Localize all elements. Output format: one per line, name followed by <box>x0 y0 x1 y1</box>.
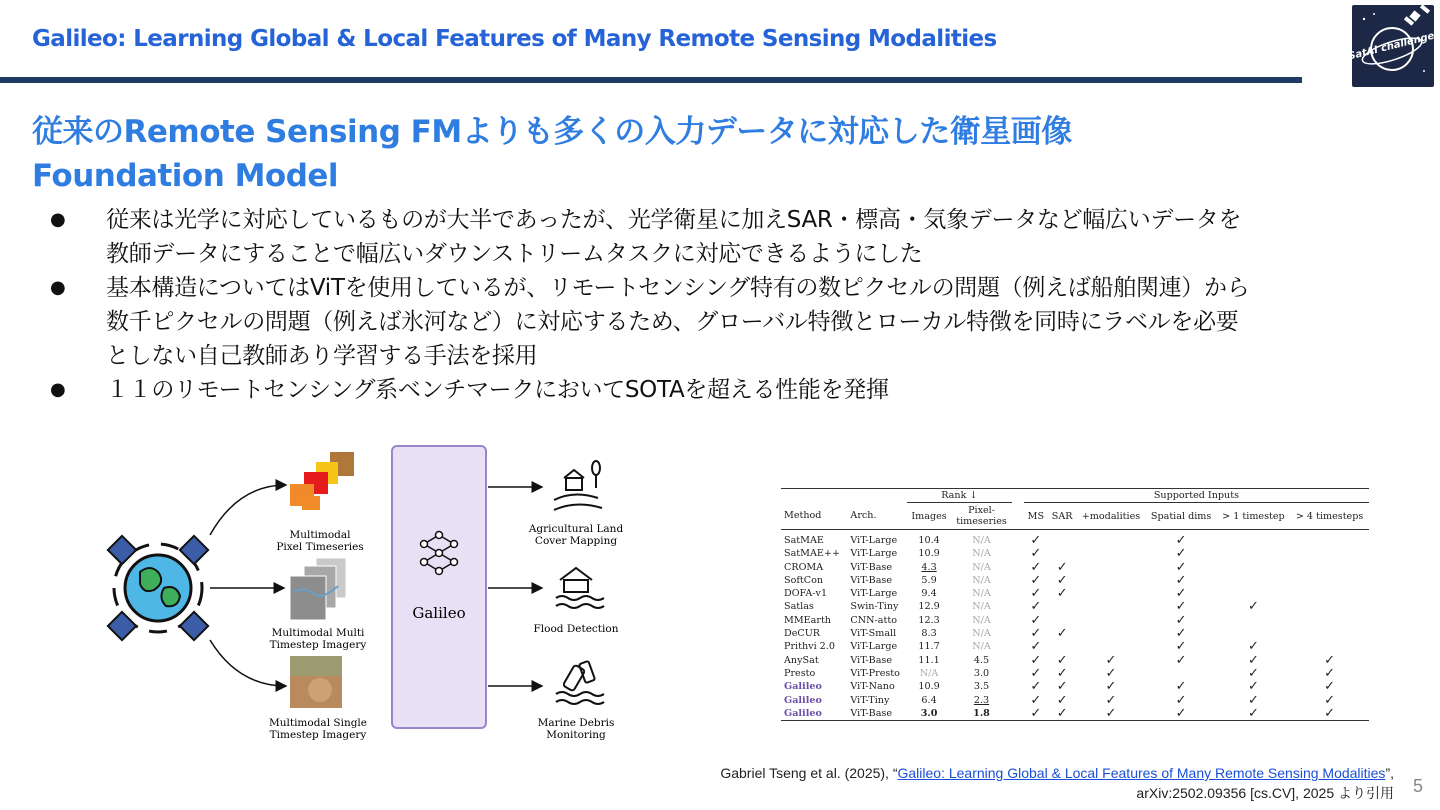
output-label: Monitoring <box>546 729 606 741</box>
cell-check-sar: ✓ <box>1056 652 1068 668</box>
cell-check-t1: ✓ <box>1247 665 1259 681</box>
table-row <box>781 693 1369 706</box>
cell-spacer <box>1012 693 1024 706</box>
agriculture-icon <box>554 461 602 510</box>
cell-method: DeCUR <box>784 628 821 640</box>
output-label: Marine Debris <box>537 717 615 729</box>
satellite-globe-icon <box>108 536 208 640</box>
cell-method: SatMAE++ <box>784 548 840 560</box>
cell-check-t4 <box>1290 640 1369 653</box>
cell-check-spatial: ✓ <box>1175 639 1187 655</box>
cell-check-spatial: ✓ <box>1175 559 1187 575</box>
paper-link[interactable]: Galileo: Learning Global & Local Features of Many Remote Sensing Modalities <box>897 765 1386 781</box>
cell-check-spatial: ✓ <box>1175 692 1187 708</box>
cell-check-mods: ✓ <box>1105 692 1117 708</box>
cell-spacer <box>1012 707 1024 721</box>
output-label: Flood Detection <box>533 623 619 635</box>
cell-method: Galileo <box>784 694 822 706</box>
cell-check-t1 <box>1217 627 1290 640</box>
cell-pixel: N/A <box>972 601 991 613</box>
cell-arch: ViT-Base <box>850 574 893 586</box>
cell-check-t4 <box>1290 574 1369 587</box>
input-label: Pixel Timeseries <box>276 541 364 553</box>
cell-check-mods <box>1076 600 1145 613</box>
cell-check-mods: ✓ <box>1105 652 1117 668</box>
cell-spacer <box>1012 640 1024 653</box>
cell-pixel: N/A <box>972 588 991 600</box>
col-sar: SAR <box>1051 510 1073 522</box>
input-label: Multimodal Multi <box>271 627 365 639</box>
cell-arch: ViT-Tiny <box>850 694 890 706</box>
cell-check-spatial <box>1146 667 1217 680</box>
cell-check-sar <box>1048 640 1077 653</box>
cell-arch: ViT-Base <box>850 561 893 573</box>
cell-images: 10.4 <box>918 534 940 546</box>
cell-check-ms: ✓ <box>1030 599 1042 615</box>
citation-suffix: ”, <box>1385 765 1394 781</box>
cell-images: 11.1 <box>918 654 940 666</box>
cell-check-t1: ✓ <box>1247 639 1259 655</box>
table-row <box>781 667 1369 680</box>
table-row <box>781 547 1369 560</box>
cell-check-spatial: ✓ <box>1175 532 1187 548</box>
cell-arch: CNN-atto <box>850 614 897 626</box>
cell-check-spatial: ✓ <box>1175 572 1187 588</box>
cell-arch: Swin-Tiny <box>850 601 899 613</box>
cell-arch: ViT-Large <box>850 534 898 546</box>
cell-check-spatial: ✓ <box>1175 705 1187 721</box>
cell-spacer <box>1012 560 1024 573</box>
cell-check-t1 <box>1217 560 1290 573</box>
bullet-icon: ● <box>50 379 66 400</box>
cell-check-spatial: ✓ <box>1175 612 1187 628</box>
cell-check-t4 <box>1290 529 1369 547</box>
cell-check-t1 <box>1217 529 1290 547</box>
cell-spacer <box>1012 529 1024 547</box>
cell-check-ms: ✓ <box>1030 705 1042 721</box>
bullet-list <box>50 203 1410 407</box>
cell-check-mods: ✓ <box>1105 705 1117 721</box>
cell-images: 10.9 <box>918 681 940 693</box>
cell-check-t4: ✓ <box>1324 652 1336 668</box>
cell-check-sar: ✓ <box>1056 559 1068 575</box>
cell-check-ms: ✓ <box>1030 626 1042 642</box>
citation <box>720 763 1394 803</box>
cell-pixel: N/A <box>972 574 991 586</box>
bullet-line: 従来は光学に対応しているものが大半であったが、光学衛星に加えSAR・標高・気象データなど幅広いデータを <box>106 207 1242 233</box>
col-t1: > 1 timestep <box>1222 510 1285 522</box>
cell-images: 5.9 <box>921 574 937 586</box>
cell-method: SoftCon <box>784 574 824 586</box>
col-t4: > 4 timesteps <box>1295 510 1364 522</box>
cell-check-sar: ✓ <box>1056 705 1068 721</box>
cell-method: SatMAE <box>784 534 824 546</box>
cell-images: 10.9 <box>918 548 940 560</box>
output-label: Cover Mapping <box>534 535 618 547</box>
cell-arch: ViT-Large <box>850 641 898 653</box>
cell-check-t1 <box>1217 614 1290 627</box>
cell-pixel: 1.8 <box>973 707 990 719</box>
cell-arch: ViT-Nano <box>850 681 895 693</box>
cell-check-t1: ✓ <box>1247 679 1259 695</box>
cell-check-t4 <box>1290 547 1369 560</box>
heading-line-1: 従来のRemote Sensing FMよりも多くの入力データに対応した衛星画像 <box>32 114 1072 150</box>
cell-check-t4 <box>1290 587 1369 600</box>
cell-spacer <box>1012 547 1024 560</box>
cell-arch: ViT-Large <box>850 548 898 560</box>
table-row <box>781 627 1369 640</box>
cell-check-t1: ✓ <box>1247 652 1259 668</box>
cell-check-mods <box>1076 560 1145 573</box>
bullet-line: 基本構造についてはViTを使用しているが、リモートセンシング特有の数ピクセルの問題（例えば船舶関連）から <box>106 275 1250 301</box>
cell-arch: ViT-Small <box>850 628 897 640</box>
cell-pixel: 3.5 <box>973 681 990 693</box>
cell-check-sar <box>1048 529 1077 547</box>
col-spatial: Spatial dims <box>1150 510 1212 522</box>
flood-icon <box>556 568 604 608</box>
table-row <box>781 587 1369 600</box>
cell-images: 11.7 <box>918 641 940 653</box>
cell-pixel: N/A <box>972 534 991 546</box>
cell-method: CROMA <box>784 561 824 573</box>
cell-method: AnySat <box>784 654 819 666</box>
galileo-label: Galileo <box>412 604 466 622</box>
cell-check-spatial: ✓ <box>1175 599 1187 615</box>
single-timestep-imagery-icon <box>290 656 342 708</box>
cell-images: 8.3 <box>921 628 937 640</box>
col-modalities: +modalities <box>1081 510 1141 522</box>
cell-spacer <box>1012 653 1024 666</box>
cell-check-ms: ✓ <box>1030 532 1042 548</box>
cell-method: MMEarth <box>784 614 831 626</box>
bullet-icon: ● <box>50 209 66 230</box>
cell-method: Galileo <box>784 707 822 719</box>
bullet-item <box>50 271 1410 373</box>
logo-text-1: SatAI challenge <box>1352 30 1434 63</box>
citation-line-2: arXiv:2502.09356 [cs.CV], 2025 より引用 <box>1136 785 1394 801</box>
cell-check-ms: ✓ <box>1030 679 1042 695</box>
table-row <box>781 653 1369 666</box>
cell-check-t1: ✓ <box>1247 705 1259 721</box>
galileo-diagram <box>98 440 658 760</box>
cell-pixel: N/A <box>972 561 991 573</box>
cell-check-sar: ✓ <box>1056 665 1068 681</box>
cell-check-mods <box>1076 547 1145 560</box>
cell-check-mods <box>1076 587 1145 600</box>
cell-images: 9.4 <box>921 588 937 600</box>
cell-arch: ViT-Base <box>850 654 893 666</box>
cell-check-sar <box>1048 547 1077 560</box>
cell-check-t4 <box>1290 560 1369 573</box>
cell-arch: ViT-Base <box>850 707 893 719</box>
supported-inputs-header: Supported Inputs <box>1024 489 1369 503</box>
pixel-timeseries-icon <box>290 452 354 510</box>
input-label: Multimodal <box>289 529 351 541</box>
cell-images: 4.3 <box>921 561 937 573</box>
col-arch: Arch. <box>850 510 877 522</box>
cell-check-t1 <box>1217 547 1290 560</box>
cell-pixel: N/A <box>972 614 991 626</box>
bullet-item <box>50 373 1410 407</box>
comparison-table <box>781 488 1369 721</box>
cell-check-ms: ✓ <box>1030 665 1042 681</box>
table-row <box>781 600 1369 613</box>
satai-logo <box>1352 5 1434 87</box>
cell-check-mods: ✓ <box>1105 665 1117 681</box>
cell-spacer <box>1012 614 1024 627</box>
cell-pixel: 3.0 <box>973 667 990 679</box>
cell-check-spatial: ✓ <box>1175 679 1187 695</box>
table-body <box>781 529 1369 720</box>
cell-check-mods: ✓ <box>1105 679 1117 695</box>
cell-check-sar <box>1048 600 1077 613</box>
cell-check-t4: ✓ <box>1324 665 1336 681</box>
table-row <box>781 560 1369 573</box>
cell-check-t4 <box>1290 627 1369 640</box>
cell-images: 3.0 <box>920 707 938 719</box>
cell-arch: ViT-Presto <box>850 667 900 679</box>
col-pixel-line1: Pixel- <box>968 505 995 517</box>
cell-check-ms: ✓ <box>1030 586 1042 602</box>
table-row <box>781 707 1369 721</box>
slide-heading <box>32 110 1072 198</box>
cell-images: 12.9 <box>918 601 940 613</box>
cell-check-ms: ✓ <box>1030 559 1042 575</box>
cell-method: DOFA-v1 <box>784 588 828 600</box>
bullet-item <box>50 203 1410 271</box>
cell-images: 6.4 <box>921 694 937 706</box>
cell-spacer <box>1012 600 1024 613</box>
citation-line-1 <box>720 763 1394 783</box>
table-row <box>781 614 1369 627</box>
cell-check-spatial: ✓ <box>1175 586 1187 602</box>
cell-method: Satlas <box>784 601 814 613</box>
col-method: Method <box>784 510 822 522</box>
cell-check-mods <box>1076 640 1145 653</box>
cell-check-ms: ✓ <box>1030 612 1042 628</box>
col-pixel <box>951 503 1012 530</box>
cell-check-t4 <box>1290 614 1369 627</box>
heading-line-2: Foundation Model <box>32 158 339 194</box>
cell-check-sar: ✓ <box>1056 679 1068 695</box>
galileo-model-box <box>392 446 486 728</box>
cell-spacer <box>1012 680 1024 693</box>
cell-check-t4: ✓ <box>1324 692 1336 708</box>
cell-check-ms: ✓ <box>1030 692 1042 708</box>
cell-images: 12.3 <box>918 614 940 626</box>
cell-check-spatial: ✓ <box>1175 546 1187 562</box>
table-row <box>781 640 1369 653</box>
cell-check-ms: ✓ <box>1030 546 1042 562</box>
cell-check-t4: ✓ <box>1324 705 1336 721</box>
cell-images: N/A <box>919 667 939 679</box>
cell-check-sar: ✓ <box>1056 586 1068 602</box>
cell-check-sar: ✓ <box>1056 626 1068 642</box>
col-ms: MS <box>1027 510 1045 522</box>
cell-pixel: N/A <box>972 641 991 653</box>
cell-check-t1: ✓ <box>1247 692 1259 708</box>
cell-check-t4 <box>1290 600 1369 613</box>
cell-check-mods <box>1076 614 1145 627</box>
cell-pixel: 4.5 <box>973 654 990 666</box>
cell-method: Galileo <box>784 681 822 693</box>
cell-check-spatial: ✓ <box>1175 652 1187 668</box>
bullet-line: 数千ピクセルの問題（例えば氷河など）に対応するため、グローバル特徴とローカル特徴を同時にラベルを必要 <box>106 309 1239 335</box>
header-title: Galileo: Learning Global & Local Features of Many Remote Sensing Modalities <box>32 26 997 52</box>
cell-check-sar <box>1048 614 1077 627</box>
cell-method: Prithvi 2.0 <box>784 641 835 653</box>
cell-check-ms: ✓ <box>1030 652 1042 668</box>
cell-check-ms: ✓ <box>1030 639 1042 655</box>
input-label: Multimodal Single <box>268 717 368 729</box>
cell-spacer <box>1012 587 1024 600</box>
cell-method: Presto <box>784 667 816 679</box>
multi-timestep-imagery-icon <box>290 558 346 620</box>
table-row <box>781 680 1369 693</box>
table-row <box>781 529 1369 547</box>
cell-check-mods <box>1076 574 1145 587</box>
cell-check-t1 <box>1217 587 1290 600</box>
bullet-line: 教師データにすることで幅広いダウンストリームタスクに対応できるようにした <box>106 241 923 267</box>
cell-check-spatial: ✓ <box>1175 626 1187 642</box>
table-row <box>781 574 1369 587</box>
cell-pixel: N/A <box>972 548 991 560</box>
cell-check-mods <box>1076 627 1145 640</box>
cell-check-t1: ✓ <box>1247 599 1259 615</box>
cell-arch: ViT-Large <box>850 588 898 600</box>
page-number: 5 <box>1413 776 1424 796</box>
rank-group-header: Rank ↓ <box>907 489 1012 503</box>
header-divider <box>0 77 1302 83</box>
bullet-line: １１のリモートセンシング系ベンチマークにおいてSOTAを超える性能を発揮 <box>106 377 889 403</box>
bullet-line: としない自己教師あり学習する手法を採用 <box>106 343 538 369</box>
cell-check-sar: ✓ <box>1056 692 1068 708</box>
cell-spacer <box>1012 627 1024 640</box>
output-label: Agricultural Land <box>528 523 624 535</box>
cell-check-t1 <box>1217 574 1290 587</box>
cell-check-mods <box>1076 529 1145 547</box>
cell-check-t4: ✓ <box>1324 679 1336 695</box>
cell-check-sar: ✓ <box>1056 572 1068 588</box>
citation-prefix: Gabriel Tseng et al. (2025), “ <box>720 765 898 781</box>
bullet-icon: ● <box>50 277 66 298</box>
cell-pixel: 2.3 <box>973 694 990 706</box>
cell-pixel: N/A <box>972 628 991 640</box>
input-label: Timestep Imagery <box>269 729 367 741</box>
col-pixel-line2: timeseries <box>956 516 1007 528</box>
cell-check-ms: ✓ <box>1030 572 1042 588</box>
cell-spacer <box>1012 667 1024 680</box>
cell-spacer <box>1012 574 1024 587</box>
col-images: Images <box>911 510 947 522</box>
marine-debris-icon <box>556 661 604 704</box>
input-label: Timestep Imagery <box>269 639 367 651</box>
